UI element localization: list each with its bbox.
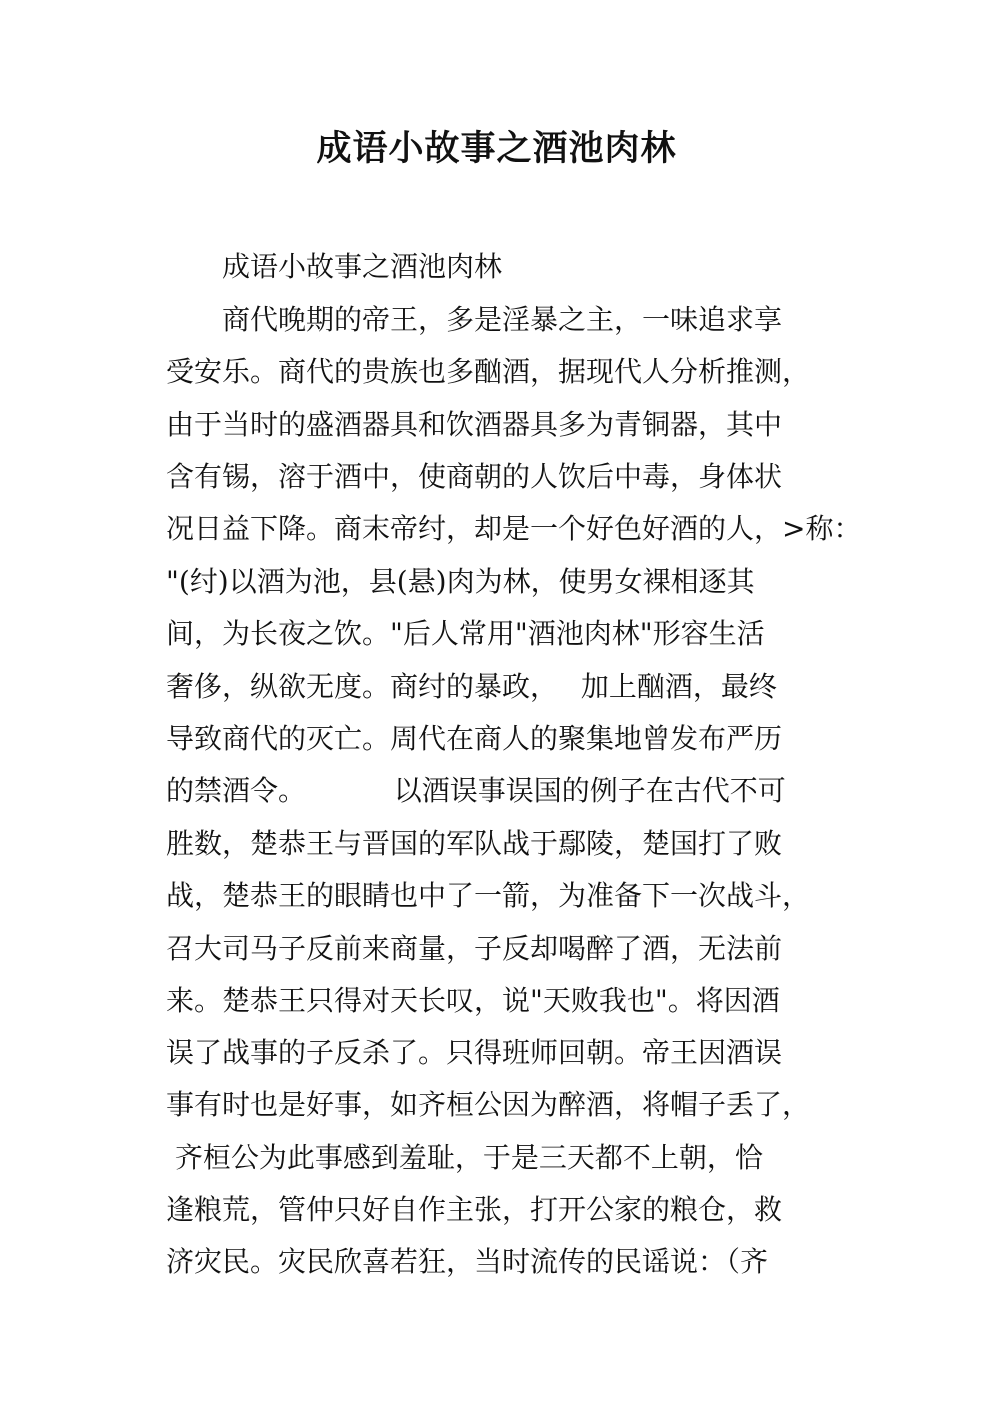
page-title: 成语小故事之酒池肉林 bbox=[316, 129, 677, 169]
paragraph-line: 齐桓公为此事感到羞耻，于是三天都不上朝，恰 bbox=[166, 1141, 763, 1174]
paragraph-line: 成语小故事之酒池肉林 bbox=[166, 250, 503, 283]
paragraph-line: 受安乐。商代的贵族也多酗酒，据现代人分析推测， bbox=[166, 355, 811, 388]
paragraph-line: 间，为长夜之饮。"后人常用"酒池肉林"形容生活 bbox=[166, 617, 765, 650]
paragraph-line: 含有锡，溶于酒中，使商朝的人饮后中毒，身体状 bbox=[166, 460, 783, 493]
paragraph-line: 召大司马子反前来商量，子反却喝醉了酒，无法前 bbox=[166, 932, 783, 965]
paragraph-line: 商代晚期的帝王，多是淫暴之主，一味追求享 bbox=[166, 303, 783, 336]
paragraph-line: 济灾民。灾民欣喜若狂，当时流传的民谣说：（齐 bbox=[166, 1245, 769, 1278]
paragraph-line: 奢侈，纵欲无度。商纣的暴政， 加上酗酒，最终 bbox=[166, 670, 777, 703]
paragraph-line: 逢粮荒，管仲只好自作主张，打开公家的粮仓，救 bbox=[166, 1193, 783, 1226]
paragraph-line: 由于当时的盛酒器具和饮酒器具多为青铜器，其中 bbox=[166, 408, 783, 441]
paragraph-line: 的禁酒令。 以酒误事误国的例子在古代不可 bbox=[166, 774, 786, 807]
paragraph-line: 事有时也是好事，如齐桓公因为醉酒，将帽子丢了， bbox=[166, 1088, 811, 1121]
paragraph-line: 胜数，楚恭王与晋国的军队战于鄢陵，楚国打了败 bbox=[166, 827, 783, 860]
paragraph-line: 导致商代的灭亡。周代在商人的聚集地曾发布严历 bbox=[166, 722, 783, 755]
paragraph-line: 来。楚恭王只得对天长叹，说"天败我也"。将因酒 bbox=[166, 984, 780, 1017]
paragraph-line: 战，楚恭王的眼睛也中了一箭，为准备下一次战斗， bbox=[166, 879, 811, 912]
paragraph-line: "(纣)以酒为池，县(悬)肉为林，使男女裸相逐其 bbox=[166, 565, 755, 598]
paragraph-line: 误了战事的子反杀了。只得班师回朝。帝王因酒误 bbox=[166, 1036, 783, 1069]
paragraph-line: 况日益下降。商末帝纣，却是一个好色好酒的人，>称： bbox=[166, 512, 862, 545]
